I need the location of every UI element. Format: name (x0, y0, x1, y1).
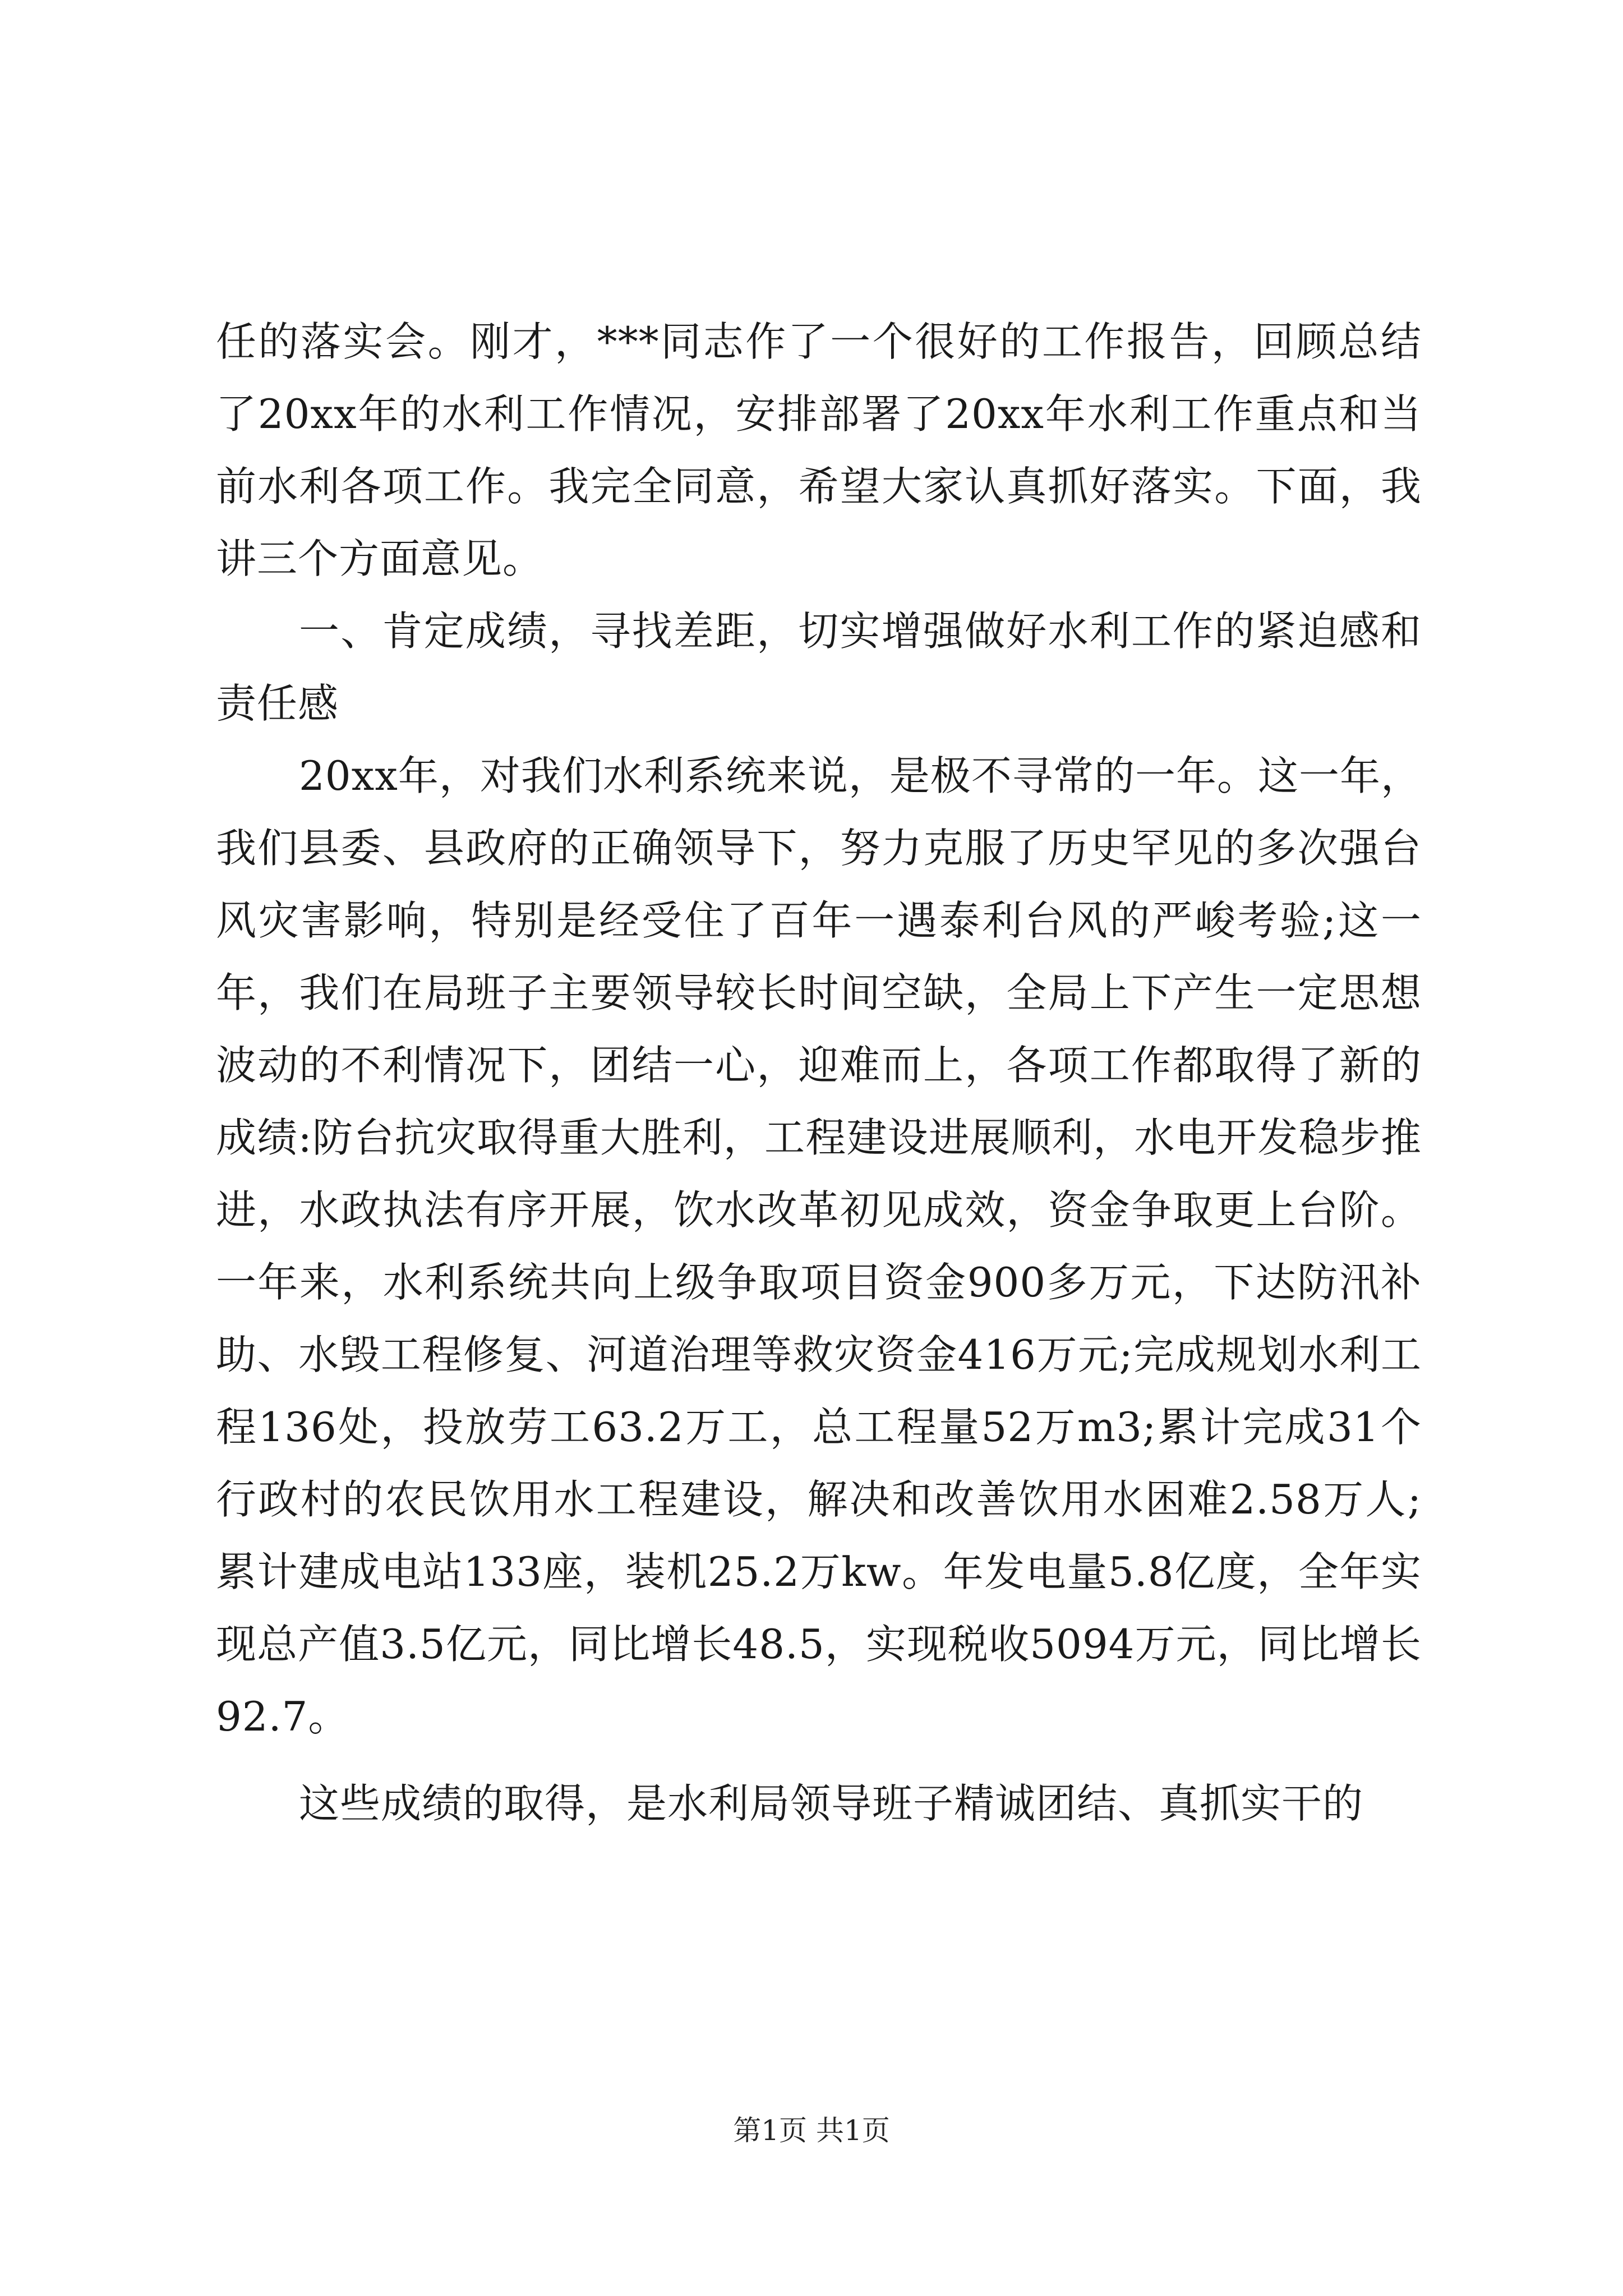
paragraph-conclusion: 这些成绩的取得，是水利局领导班子精诚团结、真抓实干的 (299, 1780, 1364, 1827)
document-body (216, 306, 1422, 1840)
page-number-footer: 第1页 共1页 (733, 2114, 890, 2147)
paragraph-achievements: 20xx年，对我们水利系统来说，是极不寻常的一年。这一年，我们县委、县政府的正确领导下，努力克服了历史罕见的多次强台风灾害影响，特别是经受住了百年一遇泰利台风的严峻考验;这一年，我们在局班子主要领导较长时间空缺，全局上下产生一定思想波动的不利情况下，团结一心，迎难而上，各项工作都取得了新的成绩:防台抗灾取得重大胜利，工程建设进展顺利，水电开发稳步推进，水政执法有序开展，饮水改革初见成效，资金争取更上台阶。一年来，水利系统共向上级争取项目资金900多万元，下达防汛补助、水毁工程修复、河道治理等救灾资金416万元;完成规划水利工程136处，投放劳工63.2万工，总工程量52万m3;累计完成31个行政村的农民饮用水工程建设，解决和改善饮用水困难2.58万人;累计建成电站133座，装机25.2万kw。年发电量5.8亿度，全年实现总产值3.5亿元，同比增长48.5，实现税收5094万元，同比增长92.7。 (216, 752, 1422, 1740)
section-heading: 一、肯定成绩，寻找差距，切实增强做好水利工作的紧迫感和责任感 (216, 608, 1422, 727)
paragraph-continuation: 任的落实会。刚才，***同志作了一个很好的工作报告，回顾总结了20xx年的水利工作情况，安排部署了20xx年水利工作重点和当前水利各项工作。我完全同意，希望大家认真抓好落实。下面，我讲三个方面意见。 (216, 318, 1422, 582)
